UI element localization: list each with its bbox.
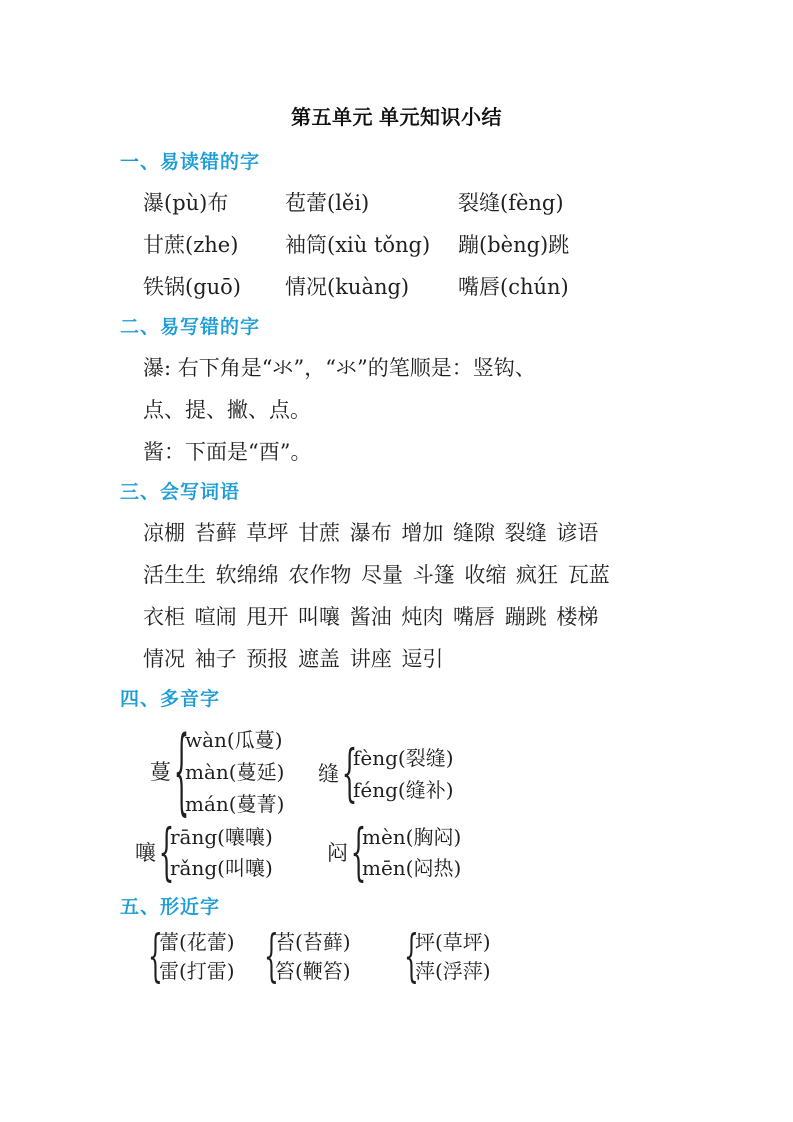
words-line: 情况 袖子 预报 遮盖 讲座 逗引 xyxy=(143,647,444,671)
left-brace-icon: { xyxy=(350,817,367,889)
misread-item: 情况(kuàng) xyxy=(285,275,410,299)
miswrite-line: 瀑: 右下角是“氺”，“氺”的笔顺是：竖钩、 xyxy=(143,356,536,380)
polyphone-reading: mèn(胸闷) xyxy=(362,825,462,849)
misread-item: 嘴唇(chún) xyxy=(458,275,569,299)
miswrite-line: 点、提、撇、点。 xyxy=(143,398,311,422)
polyphone-reading: rāng(嚷嚷) xyxy=(170,825,273,849)
polyphone-char: 嚷 xyxy=(135,840,156,865)
words-line: 活生生 软绵绵 农作物 尽量 斗篷 收缩 疯狂 瓦蓝 xyxy=(143,563,610,587)
polyphone-reading: wàn(瓜蔓) xyxy=(185,728,283,752)
similar-pair xyxy=(159,928,235,986)
polyphone-reading: fèng(裂缝) xyxy=(353,746,454,770)
similar-item: 笞(鞭笞) xyxy=(275,959,351,983)
left-brace-icon: { xyxy=(158,817,175,889)
similar-pair xyxy=(415,928,491,986)
polyphone-char: 蔓 xyxy=(150,759,171,784)
misread-item: 苞蕾(lěi) xyxy=(285,191,370,215)
polyphone-readings xyxy=(353,742,454,806)
section-heading-words: 三、会写词语 xyxy=(120,482,241,503)
similar-group-ping xyxy=(401,924,491,990)
polyphone-group-rang xyxy=(135,817,273,889)
similar-item: 雷(打雷) xyxy=(159,959,235,983)
misread-item: 蹦(bèng)跳 xyxy=(458,233,570,257)
misread-item: 裂缝(fèng) xyxy=(458,191,564,215)
similar-item: 坪(草坪) xyxy=(415,930,491,954)
polyphone-reading: féng(缝补) xyxy=(353,778,454,802)
polyphone-reading: mán(蔓菁) xyxy=(185,792,285,816)
section-heading-polyphonic: 四、多音字 xyxy=(120,689,221,710)
section-heading-misread: 一、易读错的字 xyxy=(120,152,261,173)
polyphone-char: 缝 xyxy=(318,761,339,786)
similar-group-lei xyxy=(145,924,235,990)
similar-item: 蕾(花蕾) xyxy=(159,930,235,954)
polyphone-group-men xyxy=(327,817,462,889)
left-brace-icon: { xyxy=(173,717,190,827)
similar-item: 萍(浮萍) xyxy=(415,959,491,983)
polyphone-readings xyxy=(170,822,273,884)
polyphone-reading: mēn(闷热) xyxy=(362,856,462,880)
misread-row xyxy=(143,273,569,301)
miswrite-line: 酱：下面是“酉”。 xyxy=(143,440,312,464)
similar-group-tai xyxy=(261,924,351,990)
misread-row xyxy=(143,231,569,259)
polyphone-group-man xyxy=(150,717,285,827)
words-line: 凉棚 苔藓 草坪 甘蔗 瀑布 增加 缝隙 裂缝 谚语 xyxy=(143,521,599,545)
polyphone-reading: rǎng(叫嚷) xyxy=(170,856,273,880)
misread-item: 袖筒(xiù tǒng) xyxy=(285,233,431,257)
polyphone-reading: màn(蔓延) xyxy=(185,760,285,784)
similar-item: 苔(苔藓) xyxy=(275,930,351,954)
polyphone-readings xyxy=(362,822,461,884)
polyphone-char: 闷 xyxy=(327,840,348,865)
left-brace-icon: { xyxy=(263,924,279,990)
similar-pair xyxy=(275,928,351,986)
section-heading-miswrite: 二、易写错的字 xyxy=(120,317,261,338)
misread-item: 瀑(pù)布 xyxy=(143,191,229,215)
left-brace-icon: { xyxy=(403,924,419,990)
polyphone-readings xyxy=(185,724,284,820)
misread-item: 铁锅(guō) xyxy=(143,275,241,299)
misread-row xyxy=(143,189,564,217)
page-title: 第五单元 单元知识小结 xyxy=(290,107,503,129)
left-brace-icon: { xyxy=(147,924,163,990)
section-heading-similar: 五、形近字 xyxy=(120,897,221,918)
polyphone-group-feng xyxy=(318,738,454,810)
misread-item: 甘蔗(zhe) xyxy=(143,233,239,257)
words-line: 衣柜 喧闹 甩开 叫嚷 酱油 炖肉 嘴唇 蹦跳 楼梯 xyxy=(143,605,599,629)
left-brace-icon: { xyxy=(341,738,358,810)
